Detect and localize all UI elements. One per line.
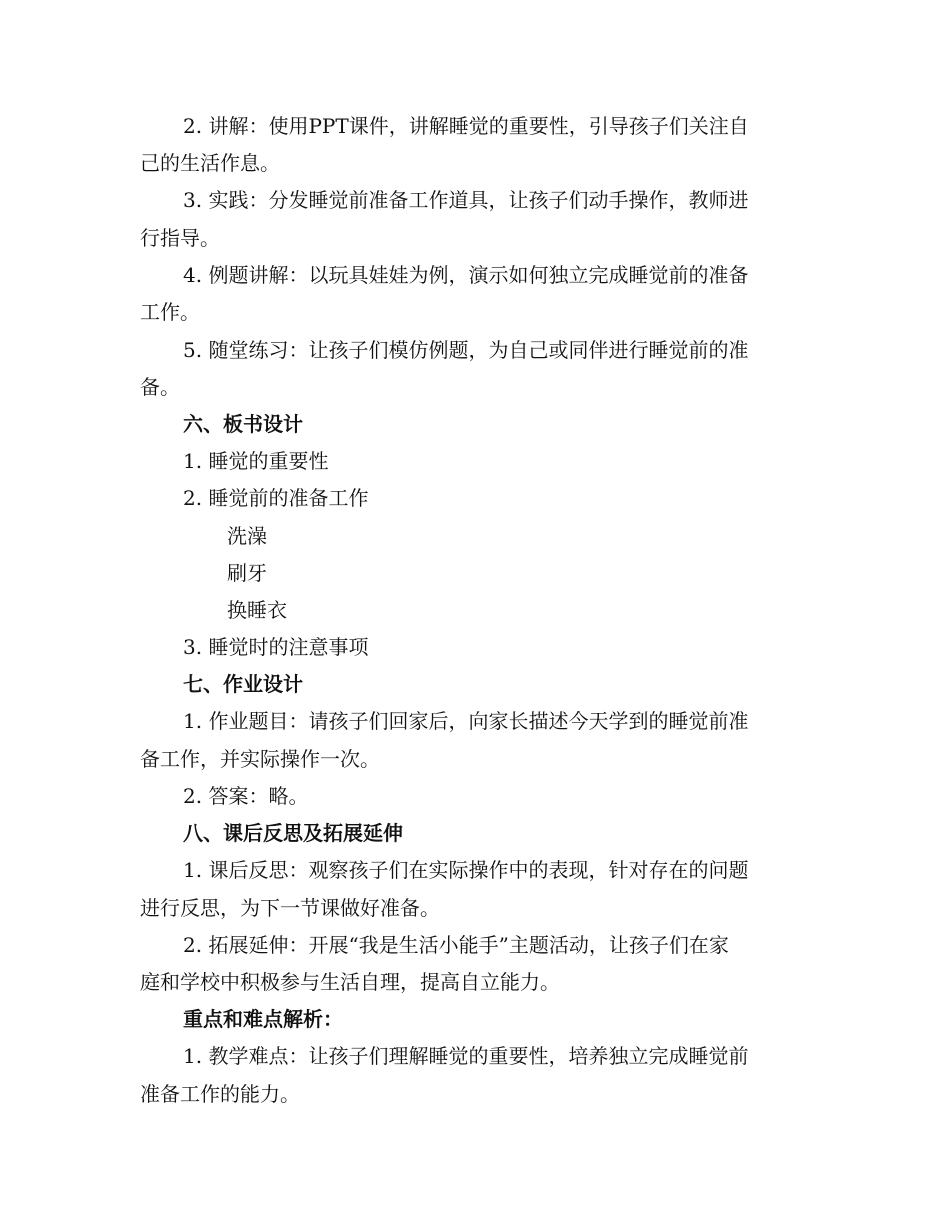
- sub-list-item: 换睡衣: [227, 598, 287, 622]
- paragraph-line: 1. 课后反思：观察孩子们在实际操作中的表现，针对存在的问题: [183, 858, 749, 882]
- paragraph-line: 工作。: [140, 300, 200, 324]
- list-item: 1. 睡觉的重要性: [183, 449, 329, 473]
- paragraph-line: 1. 教学难点：让孩子们理解睡觉的重要性，培养独立完成睡觉前: [183, 1044, 749, 1068]
- list-item: 2. 睡觉前的准备工作: [183, 486, 369, 510]
- sub-list-item: 刷牙: [227, 561, 267, 585]
- paragraph-line: 2. 讲解：使用PPT课件，讲解睡觉的重要性，引导孩子们关注自: [183, 114, 749, 138]
- list-item: 3. 睡觉时的注意事项: [183, 635, 369, 659]
- paragraph-line: 4. 例题讲解：以玩具娃娃为例，演示如何独立完成睡觉前的准备: [183, 263, 749, 287]
- paragraph-line: 5. 随堂练习：让孩子们模仿例题，为自己或同伴进行睡觉前的准: [183, 338, 749, 362]
- paragraph-line: 备。: [140, 375, 180, 399]
- paragraph-line: 庭和学校中积极参与生活自理，提高自立能力。: [140, 970, 560, 994]
- paragraph-line: 备工作，并实际操作一次。: [140, 747, 380, 771]
- section-heading: 重点和难点解析：: [183, 1007, 343, 1031]
- section-heading: 七、作业设计: [183, 672, 303, 696]
- paragraph-line: 2. 答案：略。: [183, 784, 309, 808]
- paragraph-line: 己的生活作息。: [140, 151, 280, 175]
- paragraph-line: 3. 实践：分发睡觉前准备工作道具，让孩子们动手操作，教师进: [183, 188, 749, 212]
- sub-list-item: 洗澡: [227, 524, 267, 548]
- paragraph-line: 准备工作的能力。: [140, 1082, 300, 1106]
- section-heading: 八、课后反思及拓展延伸: [183, 821, 403, 845]
- paragraph-line: 行指导。: [140, 226, 220, 250]
- paragraph-line: 进行反思，为下一节课做好准备。: [140, 896, 440, 920]
- paragraph-line: 1. 作业题目：请孩子们回家后，向家长描述今天学到的睡觉前准: [183, 709, 749, 733]
- section-heading: 六、板书设计: [183, 412, 303, 436]
- paragraph-line: 2. 拓展延伸：开展“我是生活小能手”主题活动，让孩子们在家: [183, 933, 729, 957]
